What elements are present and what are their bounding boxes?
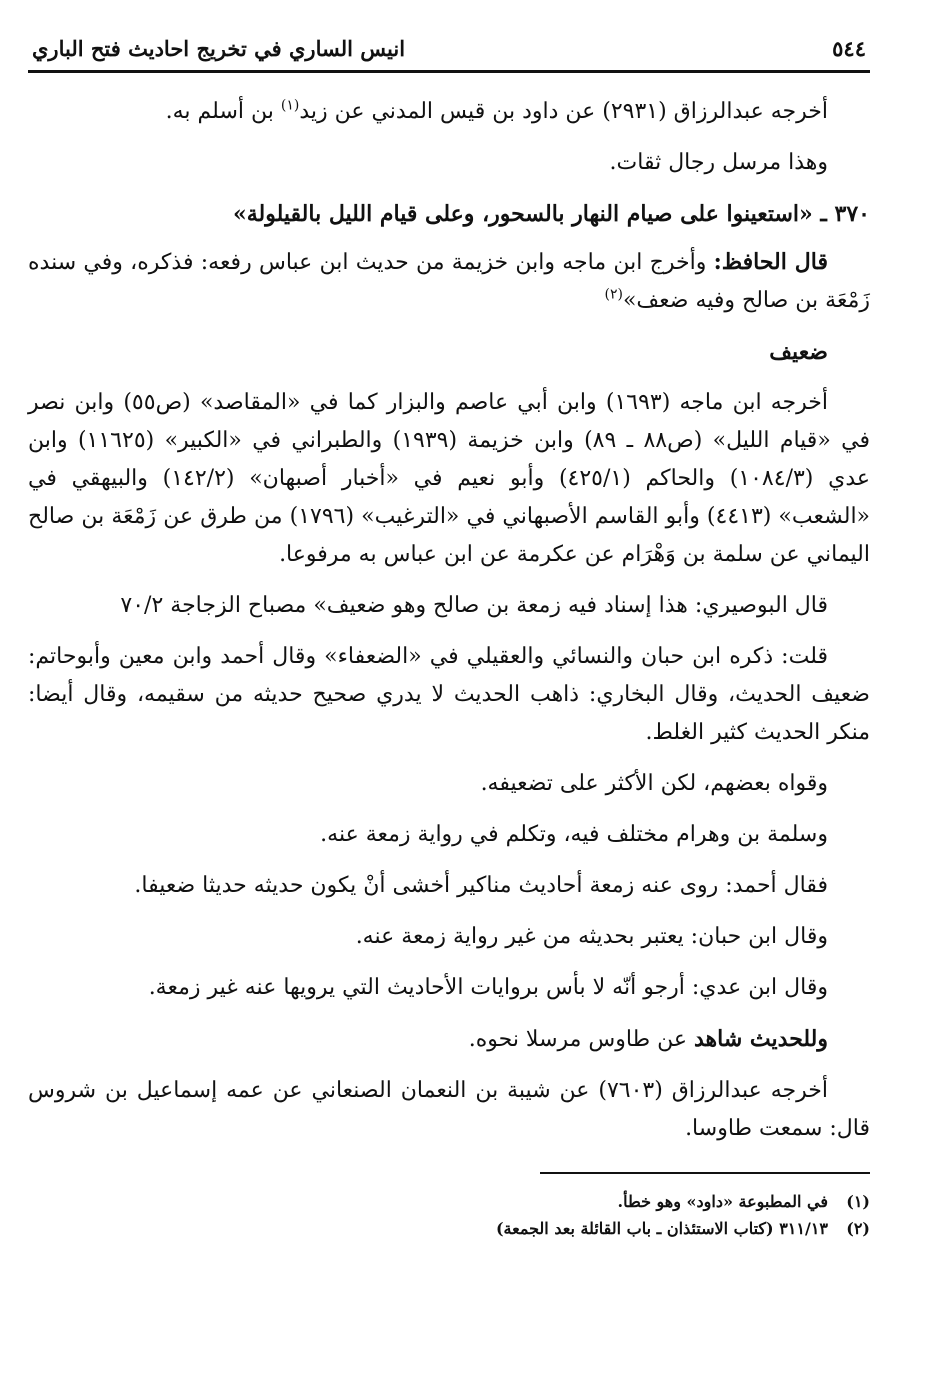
footnote-number: (٢) xyxy=(846,1219,870,1238)
hadith-heading: ٣٧٠ ـ «استعينوا على صيام النهار بالسحور، وعلى قيام الليل بالقيلولة» xyxy=(233,201,870,227)
paragraph-text: أخرجه عبدالرزاق (٢٩٣١) عن داود بن قيس المدني عن زيد xyxy=(299,99,828,124)
hafiz-label: قال الحافظ: xyxy=(713,249,828,275)
paragraph-qultu: قلت: ذكره ابن حبان والنسائي والعقيلي في «الضعفاء» وقال أحمد وابن معين وأبوحاتم: ضعيف الحديث، وقال البخاري: ذاهب الحديث لا يدري صحيح حديثه من سقيمه، وقال أيضا: منكر الحديث كثير الغلط. xyxy=(28,644,870,745)
footnote-divider xyxy=(540,1172,870,1174)
paragraph-takhrij-full: أخرجه ابن ماجه (١٦٩٣) وابن أبي عاصم والبزار كما في «المقاصد» (ص٥٥) وابن نصر في «قيام الليل» (ص٨٨ ـ ٨٩) وابن خزيمة (١٩٣٩) والطبراني في «الكبير» (١١٦٢٥) وابن عدي (١٠٨٤/٣) والحاكم (٤٢٥/١) وأبو نعيم في «أخبار أصبهان» (١٤٢/٢) والبيهقي في «الشعب» (٤٤١٣) وأبو القاسم الأصبهاني في «الترغيب» (١٧٩٦) من طرق عن زَمْعَة بن صالح اليماني عن سلمة بن وَهْرَام عن عكرمة عن ابن عباس به مرفوعا. xyxy=(28,390,871,567)
paragraph-ahmad: فقال أحمد: روى عنه زمعة أحاديث مناكير أخشى أنْ يكون حديثه حديثا ضعيفا. xyxy=(134,873,828,898)
page-number: ٥٤٤ xyxy=(832,36,866,61)
shahid-text: عن طاوس مرسلا نحوه. xyxy=(468,1027,694,1052)
paragraph-hafiz xyxy=(28,243,870,320)
footnote-ref-1: (١) xyxy=(280,97,300,114)
hafiz-text: وأخرج ابن ماجه وابن خزيمة من حديث ابن عباس رفعه: فذكره، وفي سنده زَمْعَة بن صالح وفيه ضعف» xyxy=(28,250,870,313)
paragraph-busiri: قال البوصيري: هذا إسناد فيه زمعة بن صالح وهو ضعيف» مصباح الزجاجة ٧٠/٢ xyxy=(120,593,828,618)
footnote-number: (١) xyxy=(846,1192,870,1211)
paragraph-shahid xyxy=(28,1020,870,1059)
paragraph-ibn-adi: وقال ابن عدي: أرجو أنّه لا بأس بروايات الأحاديث التي يرويها عنه غير زمعة. xyxy=(148,975,828,1000)
paragraph-qawwah: وقواه بعضهم، لكن الأكثر على تضعيفه. xyxy=(480,771,828,796)
paragraph-ibn-hibban: وقال ابن حبان: يعتبر بحديثه من غير رواية زمعة عنه. xyxy=(355,924,828,949)
paragraph-salama: وسلمة بن وهرام مختلف فيه، وتكلم في رواية زمعة عنه. xyxy=(320,822,828,847)
hadith-grade: ضعيف xyxy=(769,339,828,365)
footnote-2 xyxy=(28,1215,870,1242)
footnote-ref-2: (٢) xyxy=(604,286,623,303)
footnote-1 xyxy=(28,1188,870,1215)
footnote-text: ٣١١/١٣ (كتاب الاستئذان ـ باب القائلة بعد الجمعة) xyxy=(495,1219,828,1238)
paragraph-final-takhrij: أخرجه عبدالرزاق (٧٦٠٣) عن شيبة بن النعمان الصنعاني عن عمه إسماعيل بن شروس قال: سمعت طاوسا. xyxy=(28,1078,870,1141)
paragraph-mursal-note: وهذا مرسل رجال ثقات. xyxy=(609,150,828,175)
paragraph-text: بن أسلم به. xyxy=(165,99,281,124)
shahid-label: وللحديث شاهد xyxy=(693,1026,828,1052)
running-header xyxy=(28,34,870,70)
book-page xyxy=(28,34,870,1242)
header-divider xyxy=(28,70,870,73)
paragraph-takhrij-abdulrazzaq xyxy=(28,93,870,131)
footnote-text: في المطبوعة «داود» وهو خطأ. xyxy=(617,1192,828,1211)
book-title: انيس الساري في تخريج احاديث فتح الباري xyxy=(32,36,406,61)
